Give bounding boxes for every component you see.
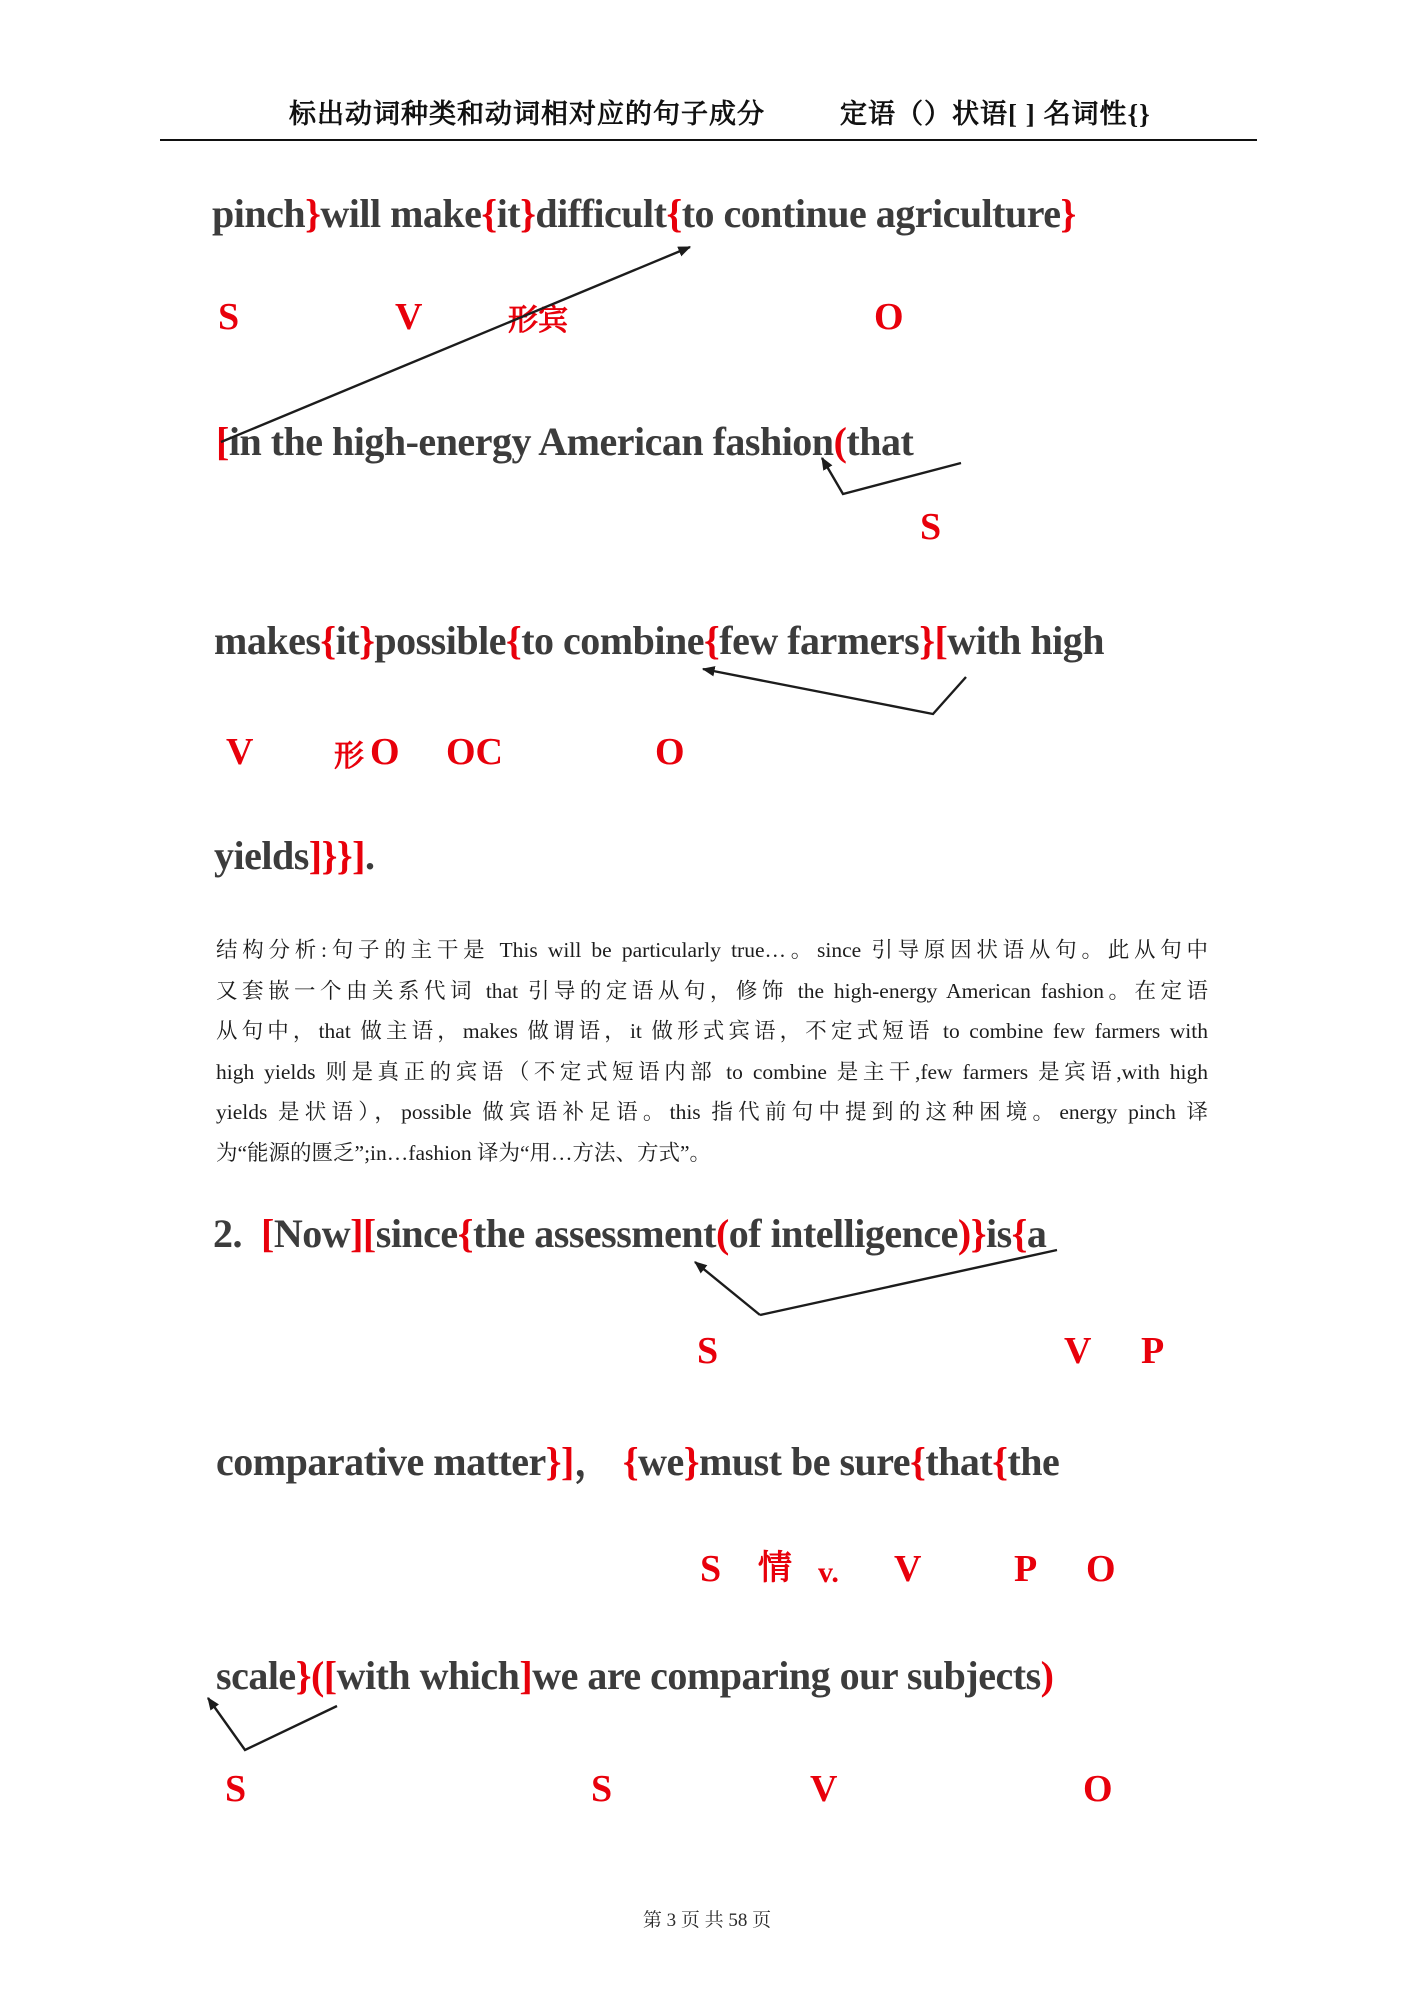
text-segment: we <box>638 1439 684 1484</box>
sentence-line <box>213 1210 1046 1257</box>
text-segment: } <box>683 1439 699 1484</box>
grammar-label: S <box>697 1330 719 1372</box>
text-segment: [ <box>216 419 229 464</box>
grammar-label: V <box>395 296 423 338</box>
text-segment: ( <box>833 419 847 464</box>
text-segment: comparative matter <box>216 1439 546 1484</box>
text-segment: ][ <box>350 1211 376 1256</box>
text-segment: { <box>992 1439 1008 1484</box>
text-segment: { <box>910 1439 926 1484</box>
text-segment: difficult <box>535 191 667 236</box>
sentence-line <box>216 1430 1059 1487</box>
sentence-line <box>214 832 374 879</box>
analysis-paragraph <box>216 930 1208 1173</box>
grammar-label: O <box>1086 1548 1116 1590</box>
text-segment: to combine <box>521 618 704 663</box>
text-segment: } <box>359 618 375 663</box>
text-segment: of intelligence <box>728 1211 958 1256</box>
sentence-line <box>216 1652 1053 1699</box>
grammar-label: 形 <box>334 740 364 773</box>
grammar-label: V <box>894 1548 922 1590</box>
text-segment: to continue agriculture <box>681 191 1061 236</box>
text-segment: }] <box>545 1439 574 1484</box>
text-segment: in the high-energy American fashion <box>228 419 834 464</box>
grammar-label: v. <box>818 1556 839 1589</box>
text-segment: { <box>320 618 336 663</box>
text-segment: ， <box>573 1439 623 1484</box>
grammar-label: S <box>225 1768 247 1810</box>
text-segment: it <box>496 191 521 236</box>
text-segment: it <box>335 618 360 663</box>
text-segment: scale <box>216 1653 296 1698</box>
text-segment: with which <box>336 1653 520 1698</box>
text-segment: { <box>666 191 682 236</box>
header-left-title: 标出动词种类和动词相对应的句子成分 <box>289 99 765 129</box>
text-segment: ]}}] <box>308 833 365 878</box>
grammar-label: O <box>370 731 400 773</box>
grammar-label: O <box>655 731 685 773</box>
text-segment: { <box>704 618 720 663</box>
grammar-label: O <box>1083 1768 1113 1810</box>
grammar-label: S <box>920 506 942 548</box>
page-footer: 第 3 页 共 58 页 <box>642 1910 772 1931</box>
text-segment: makes <box>214 618 321 663</box>
grammar-label: O <box>874 296 904 338</box>
grammar-label: 情 <box>758 1550 792 1587</box>
grammar-label: OC <box>446 731 503 773</box>
text-segment: the assessment <box>472 1211 716 1256</box>
text-segment: since <box>375 1211 458 1256</box>
text-segment: yields <box>214 833 309 878</box>
paragraph-line: 为“能源的匮乏”;in…fashion 译为“用…方法、方式”。 <box>216 1140 712 1165</box>
grammar-label: V <box>226 731 254 773</box>
text-segment: { <box>1011 1211 1027 1256</box>
text-segment: pinch <box>212 191 306 236</box>
header-legend: 定语（）状语[ ] 名词性{} <box>840 99 1151 129</box>
paragraph-line: yields 是状语），possible 做宾语补足语。this 指代前句中提到的这种困境。energy pinch 译 <box>216 1100 1208 1124</box>
paragraph-line: 结构分析:句子的主干是 This will be particularly true…。since 引导原因状语从句。此从句中 <box>216 938 1208 962</box>
text-segment: 2. <box>213 1211 261 1256</box>
text-segment: [ <box>261 1211 274 1256</box>
grammar-label: V <box>1064 1330 1092 1372</box>
annotation-arrow <box>695 1262 760 1315</box>
annotation-arrow <box>760 1250 1057 1315</box>
text-segment: that <box>846 419 914 464</box>
text-segment: with high <box>947 618 1104 663</box>
text-segment: that <box>925 1439 993 1484</box>
paragraph-line: 从句中，that 做主语，makes 做谓语，it 做形式宾语，不定式短语 to combine few farmers with <box>216 1019 1208 1043</box>
text-segment: we are comparing our subjects <box>532 1653 1041 1698</box>
text-segment: ( <box>715 1211 729 1256</box>
grammar-label: S <box>700 1548 722 1590</box>
text-segment: } <box>919 618 935 663</box>
text-segment: Now <box>273 1211 351 1256</box>
paragraph-line: high yields 则是真正的宾语（不定式短语内部 to combine 是主干,few farmers 是宾语,with high <box>216 1059 1208 1084</box>
text-segment: } <box>520 191 536 236</box>
text-segment: possible <box>374 618 506 663</box>
annotation-arrow <box>208 1698 337 1750</box>
text-segment: is <box>985 1211 1012 1256</box>
annotation-arrow <box>221 247 690 442</box>
text-segment: [ <box>934 618 948 663</box>
text-segment: } <box>1060 191 1076 236</box>
text-segment: a <box>1026 1211 1047 1256</box>
grammar-label: V <box>810 1768 838 1810</box>
text-segment: } <box>305 191 321 236</box>
grammar-label: S <box>218 296 240 338</box>
text-segment: ] <box>519 1653 533 1698</box>
text-segment: must be sure <box>699 1439 911 1484</box>
grammar-label: S <box>591 1768 613 1810</box>
text-segment: ) <box>1040 1653 1054 1698</box>
text-segment: { <box>622 1439 639 1484</box>
annotation-arrow <box>703 669 966 714</box>
text-segment: will make <box>320 191 482 236</box>
sentence-line <box>216 418 913 465</box>
text-segment: }([ <box>295 1653 337 1698</box>
grammar-label: P <box>1141 1330 1165 1372</box>
text-segment: the <box>1007 1439 1060 1484</box>
sentence-line <box>212 190 1076 237</box>
grammar-label: P <box>1014 1548 1038 1590</box>
text-segment: few farmers <box>719 618 920 663</box>
sentence-line <box>214 617 1104 664</box>
text-segment: { <box>505 618 522 663</box>
header-rule <box>160 139 1257 141</box>
text-segment: )} <box>957 1211 986 1256</box>
text-segment: { <box>481 191 497 236</box>
grammar-label: 形宾 <box>508 304 568 337</box>
text-segment: { <box>457 1211 473 1256</box>
text-segment: . <box>364 833 375 878</box>
paragraph-line: 又套嵌一个由关系代词 that 引导的定语从句，修饰 the high-energy American fashion。在定语 <box>216 978 1208 1003</box>
